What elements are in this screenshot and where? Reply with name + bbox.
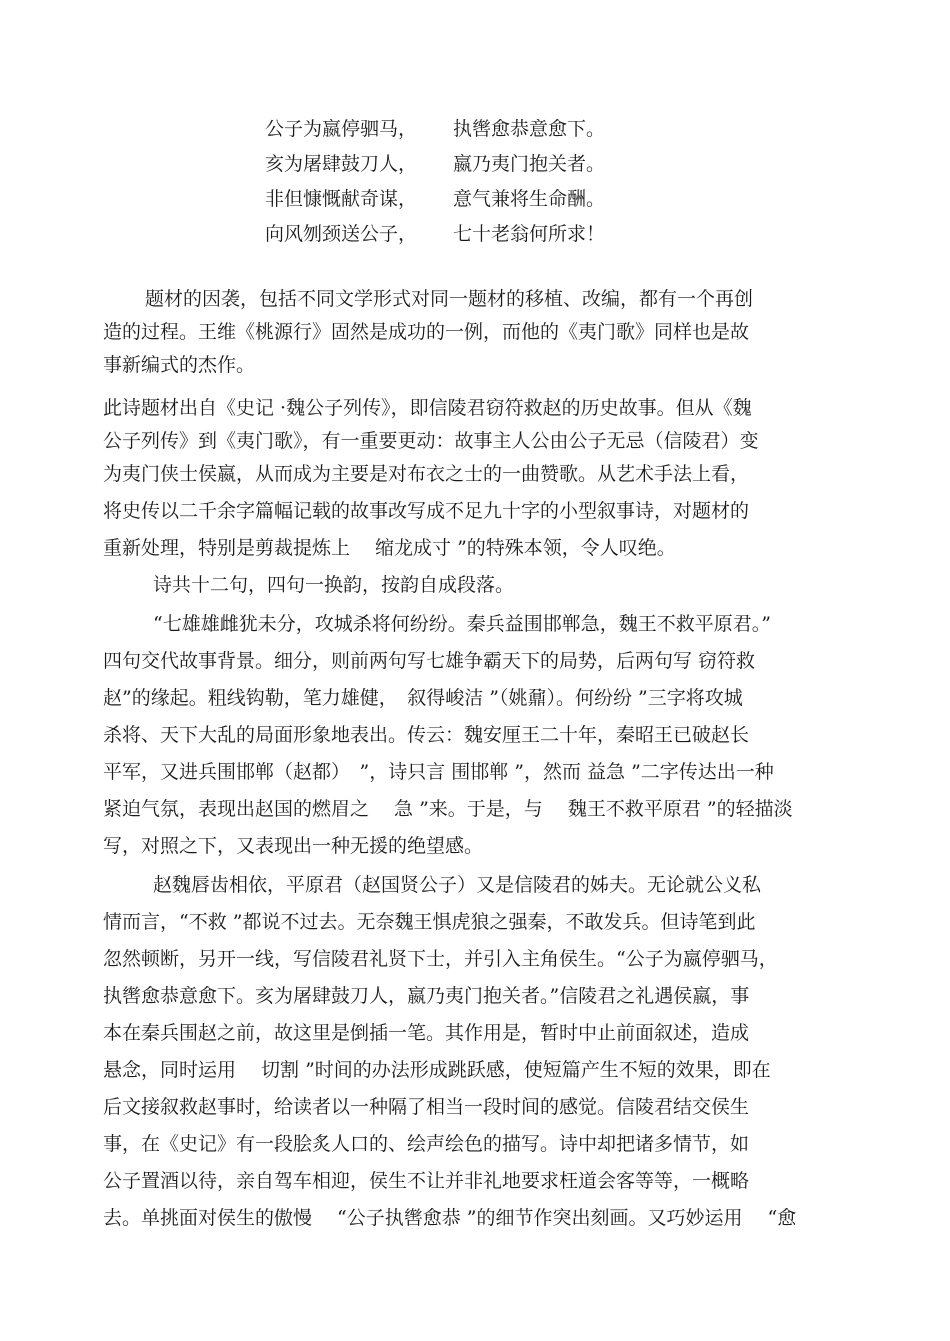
text-line: 执辔愈恭意愈下。亥为屠肆鼓刀人，嬴乃夷门抱关者。”信陵君之礼遇侯嬴，事 [103,985,750,1007]
text-line: 赵”的缘起。粗线钩勒，笔力雄健， 叙得峻洁 ”（姚鼐）。何纷纷 ”三字将攻城 [103,687,743,709]
text-line: “七雄雄雌犹未分，攻城杀将何纷纷。秦兵益围邯郸急，魏王不救平原君。” [153,613,771,635]
text-line: 情而言，“不救 ”都说不过去。无奈魏王惧虎狼之强秦，不敢发兵。但诗笔到此 [103,911,756,933]
poem-line-second-half: 意气兼将生命酬。 [453,188,606,210]
text-line: 杀将、天下大乱的局面形象地表出。传云：魏安厘王二十年，秦昭王已破赵长 [103,724,750,746]
poem-line-first-half: 向风刎颈送公子， [265,223,418,245]
poem-line [265,217,665,252]
text-line: 造的过程。王维《桃源行》固然是成功的一例，而他的《夷门歌》同样也是故 [103,321,750,343]
poem-line [265,182,665,217]
poem-line-first-half: 公子为嬴停驷马， [265,118,418,140]
text-line: 悬念，同时运用 切割 ”时间的办法形成跳跃感，使短篇产生不短的效果，即在 [103,1059,771,1081]
poem-line-second-half: 嬴乃夷门抱关者。 [453,153,606,175]
text-line: 诗共十二句，四句一换韵，按韵自成段落。 [153,574,515,596]
poem-block [265,112,665,252]
text-line: 平军，又进兵围邯郸（赵都） ”，诗只言 围邯郸 ”，然而 益急 ”二字传达出一种 [103,761,774,783]
poem-line-second-half: 执辔愈恭意愈下。 [453,118,606,140]
text-line: 写，对照之下，又表现出一种无援的绝望感。 [103,835,484,857]
text-line: 公子列传》到《夷门歌》，有一重要更动：故事主人公由公子无忌（信陵君）变 [103,430,759,452]
text-line: 为夷门侠士侯嬴，从而成为主要是对布衣之士的一曲赞歌。从艺术手法上看， [103,463,750,485]
text-line: 本在秦兵围赵之前，故这里是倒插一笔。其作用是，暂时中止前面叙述，造成 [103,1022,750,1044]
poem-line [265,147,665,182]
text-line: 去。单挑面对侯生的傲慢 “公子执辔愈恭 ”的细节作突出刻画。又巧妙运用 “愈 [103,1207,797,1229]
poem-line-first-half: 非但慷慨献奇谋， [265,188,418,210]
text-line: 紧迫气氛，表现出赵国的燃眉之 急 ”来。于是，与 魏王不救平原君 ”的轻描淡 [103,798,793,820]
text-line: 事，在《史记》有一段脍炙人口的、绘声绘色的描写。诗中却把诸多情节，如 [103,1133,750,1155]
text-line: 将史传以二千余字篇幅记载的故事改写成不足九十字的小型叙事诗，对题材的 [103,500,750,522]
text-line: 后文接叙救赵事时，给读者以一种隔了相当一段时间的感觉。信陵君结交侯生 [103,1096,750,1118]
text-line: 重新处理，特别是剪裁提炼上 缩龙成寸 ”的特殊本领，令人叹绝。 [103,537,676,559]
text-line: 四句交代故事背景。细分，则前两句写七雄争霸天下的局势，后两句写 窃符救 [103,650,756,672]
text-line: 赵魏唇齿相依，平原君（赵国贤公子）又是信陵君的姊夫。无论就公义私 [153,874,762,896]
text-line: 题材的因袭，包括不同文学形式对同一题材的移植、改编，都有一个再创 [145,288,754,310]
poem-line [265,112,665,147]
poem-line-first-half: 亥为屠肆鼓刀人， [265,153,418,175]
text-line: 公子置酒以待，亲自驾车相迎，侯生不让并非礼地要求枉道会客等等，一概略 [103,1170,750,1192]
text-line: 忽然顿断，另开一线，写信陵君礼贤下士，并引入主角侯生。“公子为嬴停驷马， [103,948,778,970]
text-line: 此诗题材出自《史记 ·魏公子列传》，即信陵君窃符救赵的历史故事。但从《魏 [103,397,752,419]
poem-line-second-half: 七十老翁何所求！ [453,223,606,245]
text-line: 事新编式的杰作。 [103,354,256,376]
